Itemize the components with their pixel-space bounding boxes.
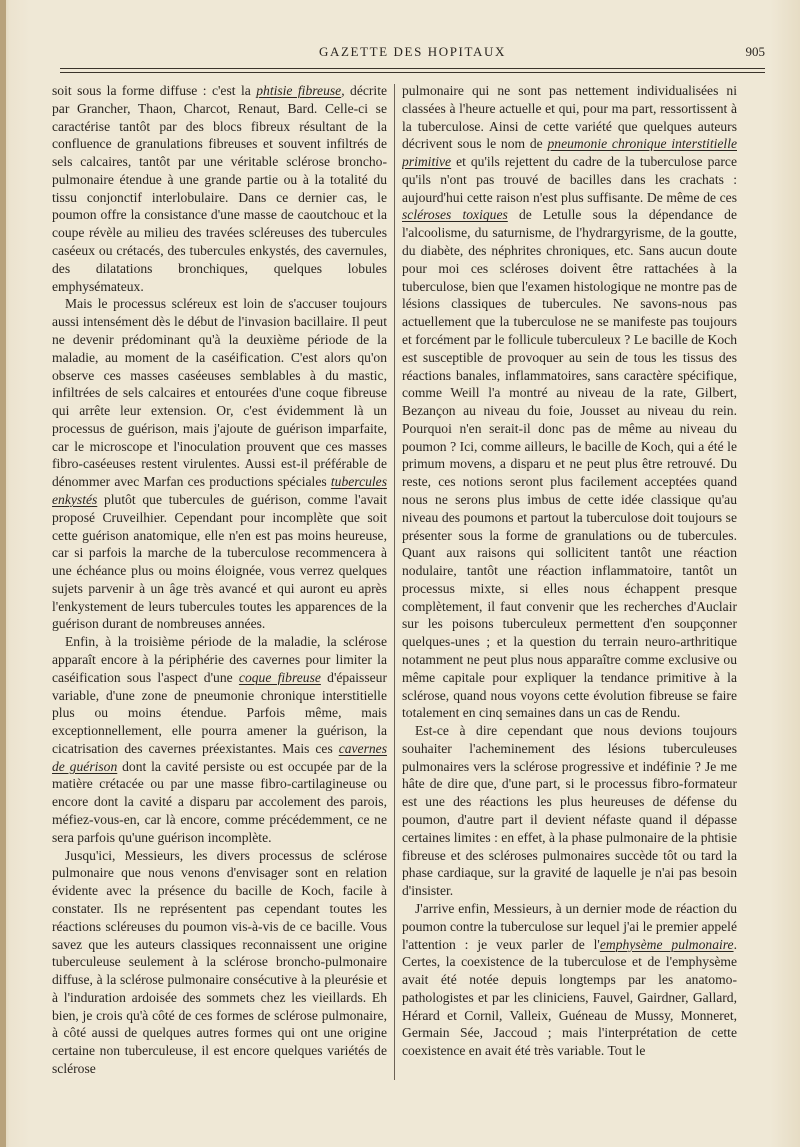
header-rule-thin	[60, 72, 765, 73]
paragraph	[402, 900, 737, 1060]
header-rule-thick	[60, 68, 765, 69]
paragraph	[52, 633, 387, 846]
binding-edge	[0, 0, 6, 1147]
text-run: Mais le processus scléreux est loin de s'accuser toujours aussi intensément dès le début de l'invasion bacillaire. Il peut ne devenir prédominant qu'à la deuxième période de la maladie, au moment de la caséification. C'est alors qu'on observe ces masses caséeuses semblables à du mastic, infiltrées de sels calcaires et entourées d'une coque fibreuse qui arrête leur extension. Or, c'est évidemment là un processus de guérison, mais j'ajoute de guérison imparfaite, car le microscope et l'inoculation prouvent que ces masses fibro-caséeuses restent virulentes. Aussi est-il préférable de dénommer avec Marfan ces productions spéciales	[52, 296, 387, 490]
text-run: dont la cavité persiste ou est occupée par de la matière crétacée ou par une masse fibro-cartilagineuse ou encore dont la cavité a disparu par accolement des parois, méfiez-vous-en, car là encore, comme précédemment, ce ne sera parfois qu'une guérison incomplète.	[52, 758, 387, 845]
page-number: 905	[745, 44, 765, 59]
text-run: , décrite par Grancher, Thaon, Charcot, Renaut, Bard. Celle-ci se caractérise tantôt par des blocs fibreux résultant de la confluence de granulations fibreuses et souvent infiltrés de sels calcaires, tantôt par une véritable sclérose broncho-pulmonaire étendue à une grande partie ou à la totalité du tissu conjonctif interlobulaire. Dans ce dernier cas, le poumon offre la consistance d'une masse de caoutchouc et la coupe révèle au milieu des travées scléreuses des tubercules caséeux ou crétacés, des tubercules enkystés, des cavernules, des dilatations bronchiques, quelques lobules emphysémateux.	[52, 83, 387, 294]
italic-term: coque fibreuse	[238, 669, 321, 685]
italic-term: emphysème pulmonaire	[599, 936, 734, 952]
text-run: J'arrive enfin, Messieurs, à un dernier mode de réaction du poumon contre la tuberculose sur lequel j'ai le premier appelé l'attention : je veux parler de l'	[402, 900, 737, 952]
paragraph	[402, 82, 737, 722]
text-run: pulmonaire qui ne sont pas nettement individualisées ni classées à l'heure actuelle et qui, pour ma part, ressortissent à la tuberculose. Ainsi de cette variété que quelques auteurs décrivent sous le nom de	[402, 83, 737, 152]
paragraph	[402, 722, 737, 900]
italic-term: pneumonie chronique interstitielle primitive	[402, 136, 737, 170]
running-title: GAZETTE DES HOPITAUX	[319, 44, 506, 59]
left-column	[52, 82, 387, 1082]
text-run: . Certes, la coexistence de la tuberculose et de l'emphysème avait été notée depuis longtemps par les anatomo-pathologistes et par les cliniciens, Fauvel, Gairdner, Gallard, Hérard et Cornil, Valleix, Guéneau de Mussy, Monneret, Germain Sée, Jaccoud ; mais l'interprétation de cette coexistence en avait été très variable. Tout le	[402, 936, 737, 1059]
italic-term: cavernes de guérison	[52, 740, 387, 774]
paragraph	[52, 295, 387, 633]
column-divider	[394, 84, 395, 1080]
page-header	[60, 44, 765, 68]
italic-term: tubercules enkystés	[52, 474, 387, 507]
italic-term: phtisie fibreuse	[256, 83, 342, 98]
text-run: d'épaisseur variable, d'une zone de pneumonie chronique interstitielle plus ou moins étendue. Parfois même, mais exceptionnellement, elle pourra amener la guérison, la cicatrisation des cavernes préexistantes. Mais ces	[52, 669, 387, 756]
text-run: soit sous la forme diffuse : c'est la	[52, 83, 257, 98]
text-run: Jusqu'ici, Messieurs, les divers processus de sclérose pulmonaire que nous venons d'envisager sont en relation évidente avec la présence du bacille de Koch, facile à constater. Ils ne représentent pas cependant toutes les réactions scléreuses du poumon vis-à-vis de ce bacille. Vous savez que les auteurs classiques reconnaissent une origine tuberculeuse seulement à la sclérose broncho-pulmonaire diffuse, à la sclérose pulmonaire consécutive à la pleurésie et à l'induration ardoisée des sommets chez les vieillards. Eh bien, je crois qu'à côté de ces formes de sclérose pulmonaire, à côté aussi de quelques autres formes qui ont une origine certaine non tuberculeuse, il est encore quelques variétés de sclérose	[52, 847, 387, 1076]
text-run: Est-ce à dire cependant que nous devions toujours souhaiter l'acheminement des lésions tuberculeuses pulmonaires vers la sclérose progressive et indéfinie ? Je me hâte de dire que, d'une part, si le processus fibro-formateur est une des réactions les plus heureuses de défense du poumon, d'autre part il devient néfaste quand il dépasse certaines limites : en effet, à la phase pulmonaire de la phtisie fibreuse et des scléroses pulmonaires succède tôt ou tard la phase cardiaque, sur la gravité de laquelle je n'ai pas besoin d'insister.	[402, 723, 737, 899]
italic-term: scléroses toxiques	[402, 207, 508, 223]
text-run: plutôt que tubercules de guérison, comme l'avait proposé Cruveilhier. Cependant pour incomplète que soit cette guérison anatomique, elle n'en est pas moins heureuse, car si parfois la marche de la tuberculose recommencera à une échéance plus ou moins éloignée, vous verrez quelques sujets parvenir à un âge très avancé et qui auront eu après l'enkystement de leurs tubercules toutes les apparences de la guérison durant de nombreuses années.	[52, 491, 387, 632]
text-run: et qu'ils rejettent du cadre de la tuberculose parce qu'ils n'ont pas trouvé de bacilles dans les crachats : aujourd'hui cette raison n'est plus suffisante. De même de ces	[402, 154, 737, 205]
paragraph	[52, 847, 387, 1078]
text-run: Enfin, à la troisième période de la maladie, la sclérose apparaît encore à la périphérie des cavernes pour limiter la caséification sous l'aspect d'une	[52, 634, 387, 685]
text-run: de Letulle sous la dépendance de l'alcoolisme, du saturnisme, de l'hydrargyrisme, de la goutte, du diabète, des néphrites chroniques, etc. Sans aucun doute pour moi ces scléroses doivent être rattachées à la tuberculose, bien que l'examen histologique ne montre pas de lésions classiques de tubercules. Ne savons-nous pas actuellement que la tuberculose ne se manifeste pas toujours et forcément par le follicule tuberculeux ? Le bacille de Koch est susceptible de provoquer au sein de tous les tissus des réactions banales, inflammatoires, sans caractère spécifique, comme Weill l'a montré au niveau de la rate, Gilbert, Bezançon au niveau du foie, Jousset au niveau du rein. Pourquoi n'en serait-il donc pas de même au niveau du poumon ? Ici, comme ailleurs, le bacille de Koch, qui a été le primum movens, a disparu et ne peut plus être retrouvé. Du reste, ces notions seront plus facilement acceptées quand nous ne serons plus imbus de cette idée classique qu'au niveau des poumons et partout la tuberculose doit toujours se présenter sous la forme de granulations ou de tubercules. Quant aux raisons qui sollicitent tantôt une réaction nodulaire, tantôt une réaction inflammatoire, tantôt un processus mixte, si elles nous échappent presque complètement, il faut convenir que les recherches d'Auclair sur les poisons tuberculeux permettent d'en soupçonner quelques-unes ; et la question du terrain neuro-arthritique notamment ne peut plus nous apparaître comme exclusive ou même capitale pour expliquer la tendance primitive à la sclérose, quand nous voyons cette évolution fibreuse se faire totalement en cinq semaines dans un cas de Rendu.	[402, 207, 737, 721]
paragraph	[52, 82, 387, 295]
right-column	[402, 82, 737, 1082]
